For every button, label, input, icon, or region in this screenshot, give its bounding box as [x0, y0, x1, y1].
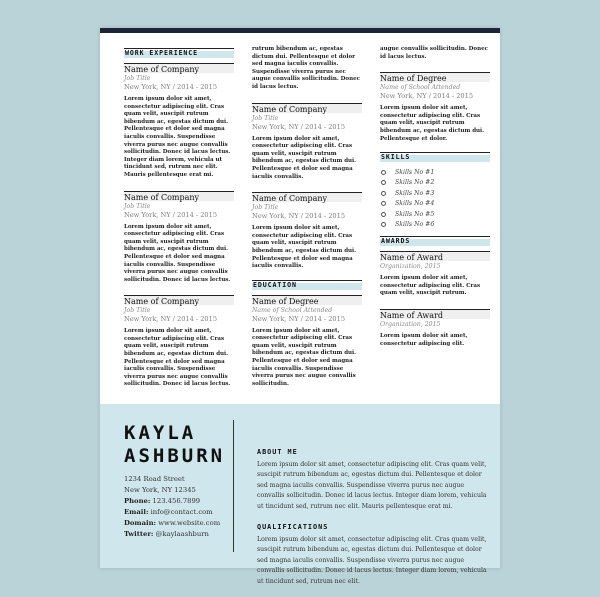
- section-header-awards: AWARDS: [380, 236, 490, 245]
- qualifications-text: Lorem ipsum dolor sit amet, consectetur adipiscing elit. Cras quam velit, suscipit rutrum bibendum ac, egestas dictum dui. Pellentesque et dolor sed magna iaculis convallis. Suspendisse viverra purus nec augue convallis sollicitudin. Donec id lacus lectus. Integer diam lorem, vehicula ut tincidunt sed, rutrum nec elit.: [257, 536, 487, 585]
- job-title: Job Title: [124, 307, 151, 315]
- school-location: New York, NY / 2014 - 2015: [252, 314, 346, 323]
- vertical-divider: [233, 420, 234, 552]
- award-name: Name of Award: [380, 310, 443, 320]
- company-name: Name of Company: [252, 194, 328, 204]
- education-entry: [380, 72, 490, 143]
- skill-item: Skills No #4: [380, 199, 490, 210]
- job-location: New York, NY / 2014 - 2015: [124, 210, 218, 219]
- bullet-circle-icon: [381, 201, 386, 206]
- company-name: Name of Company: [252, 104, 328, 114]
- column-left: [124, 48, 234, 389]
- skill-item: Skills No #5: [380, 209, 490, 220]
- job-description: Lorem ipsum dolor sit amet, consectetur adipiscing elit. Cras quam velit, suscipit rutrum bibendum ac, egestas dictum dui. Pellentesque et dolor sed magna iaculis convallis. Suspendisse viverra purus nec augue convallis sollicitudin. Donec id lacus lectus.: [124, 328, 231, 388]
- job-description: Lorem ipsum dolor sit amet, consectetur adipiscing elit. Cras quam velit, suscipit rutrum bibendum ac, egestas dictum dui. Pellentesque et dolor sed magna iaculis convallis.: [252, 225, 357, 270]
- profile-band: [100, 404, 500, 585]
- job-description: Lorem ipsum dolor sit amet, consectetur adipiscing elit. Cras quam velit, suscipit rutrum bibendum ac, egestas dictum dui. Pellentesque et dolor sed magna iaculis convallis. Suspendisse viverra purus nec augue convallis sollicitudin. Donec id lacus lectus. Integer diam lorem, vehicula ut tincidunt sed, rutrum nec elit. Mauris pellentesque erat mi.: [124, 96, 231, 178]
- degree-name: Name of Degree: [252, 296, 319, 306]
- email-line: Email: info@contact.com: [124, 508, 213, 516]
- top-accent-bar: [100, 28, 500, 33]
- column-right: [380, 46, 490, 348]
- education-description: Lorem ipsum dolor sit amet, consectetur adipiscing elit. Cras quam velit, suscipit rutrum bibendum ac, egestas dictum dui. Pellentesque et dolor sed magna iaculis convallis. Suspendisse viverra purus nec augue convallis sollicitudin.: [252, 327, 357, 387]
- section-header-work: WORK EXPERIENCE: [124, 48, 234, 57]
- work-entry: [252, 192, 362, 271]
- award-name: Name of Award: [380, 253, 443, 263]
- degree-name: Name of Degree: [380, 74, 447, 84]
- phone-line: Phone: 123.456.7899: [124, 497, 201, 505]
- award-organization: Organization, 2015: [380, 263, 441, 271]
- bullet-circle-icon: [381, 180, 386, 185]
- bullet-circle-icon: [381, 191, 386, 196]
- candidate-name: KAYLA ASHBURN: [124, 422, 226, 467]
- address-line-1: 1234 Road Street: [124, 475, 185, 483]
- skill-item: Skills No #2: [380, 178, 490, 189]
- work-entry: [252, 103, 362, 182]
- qualifications-heading: QUALIFICATIONS: [257, 523, 329, 531]
- company-name: Name of Company: [124, 192, 200, 202]
- about-text: Lorem ipsum dolor sit amet, consectetur adipiscing elit. Cras quam velit, suscipit rutrum bibendum ac, egestas dictum dui. Pellentesque et dolor sed magna iaculis convallis. Suspendisse viverra purus nec augue convallis sollicitudin. Donec id lacus lectus. Integer diam lorem, vehicula ut tincidunt sed, rutrum nec elit. Mauris pellentesque erat mi.: [257, 461, 487, 510]
- education-description: Lorem ipsum dolor sit amet, consectetur adipiscing elit. Cras quam velit, suscipit rutrum bibendum ac, egestas dictum dui. Pellentesque et dolor.: [380, 105, 485, 142]
- education-entry: [252, 295, 362, 389]
- resume-page: [100, 28, 500, 585]
- award-organization: Organization, 2015: [380, 320, 441, 328]
- skill-item: Skills No #6: [380, 220, 490, 231]
- school-name: Name of School Attended: [252, 306, 333, 314]
- column-middle: [252, 46, 362, 388]
- company-name: Name of Company: [124, 65, 200, 74]
- school-name: Name of School Attended: [380, 84, 461, 92]
- job-description: Lorem ipsum dolor sit amet, consectetur adipiscing elit. Cras quam velit, suscipit rutrum bibendum ac, egestas dictum dui. Pellentesque et dolor sed magna iaculis convallis.: [252, 135, 357, 180]
- bullet-circle-icon: [381, 212, 386, 217]
- school-location: New York, NY / 2014 - 2015: [380, 92, 474, 101]
- work-entry: [124, 295, 234, 389]
- skills-list: [380, 167, 490, 230]
- continued-text: rutrum bibendum ac, egestas dictum dui. Pellentesque et dolor sed magna iaculis convallis. Suspendisse viverra purus nec augue convallis sollicitudin. Donec id lacus lectus.: [252, 46, 360, 90]
- job-location: New York, NY / 2014 - 2015: [252, 212, 346, 221]
- about-heading: ABOUT ME: [257, 448, 298, 456]
- work-entry: [124, 63, 234, 180]
- twitter-line: Twitter: @kaylaashburn: [124, 530, 209, 538]
- contact-info: [124, 474, 234, 540]
- job-title: Job Title: [124, 202, 151, 210]
- award-description: Lorem ipsum dolor sit amet, consectetur adipiscing elit.: [380, 332, 468, 347]
- bullet-circle-icon: [381, 170, 386, 175]
- award-description: Lorem ipsum dolor sit amet, consectetur adipiscing elit. Cras quam velit, suscipit rutrum.: [380, 275, 481, 297]
- address-line-2: New York, NY 12345: [124, 486, 196, 494]
- job-location: New York, NY / 2014 - 2015: [124, 83, 218, 91]
- work-entry: [124, 191, 234, 285]
- continued-text: augue convallis sollicitudin. Donec id lacus lectus.: [380, 46, 488, 60]
- section-header-education: EDUCATION: [252, 280, 362, 289]
- job-title: Job Title: [252, 204, 279, 212]
- section-header-skills: SKILLS: [380, 152, 490, 161]
- job-title: Job Title: [252, 114, 279, 122]
- bullet-circle-icon: [381, 222, 386, 227]
- job-location: New York, NY / 2014 - 2015: [252, 122, 346, 131]
- award-entry: [380, 309, 490, 348]
- domain-line: Domain: www.website.com: [124, 519, 221, 527]
- job-description: Lorem ipsum dolor sit amet, consectetur adipiscing elit. Cras quam velit, suscipit rutrum bibendum ac, egestas dictum dui. Pellentesque et dolor sed magna iaculis convallis. Suspendisse viverra purus nec augue convallis sollicitudin. Donec id lacus lectus.: [124, 223, 231, 283]
- award-entry: [380, 251, 490, 298]
- skill-item: Skills No #1: [380, 167, 490, 178]
- job-location: New York, NY / 2014 - 2015: [124, 315, 218, 324]
- job-title: Job Title: [124, 75, 151, 82]
- company-name: Name of Company: [124, 297, 200, 307]
- skill-item: Skills No #3: [380, 188, 490, 199]
